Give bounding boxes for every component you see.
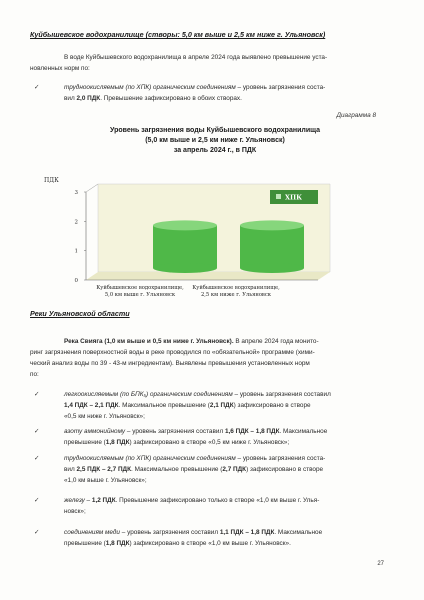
check-mark-icon: ✓ [34,529,40,536]
bullet-iron-line-2: новск»; [64,508,86,515]
value-span: 2,7 ПДК [222,466,247,473]
text-span: ) зафиксировано в створе «1,0 км выше г. Ульяновск». [129,540,291,547]
value-span: 1,2 ПДК [91,497,116,504]
chart-title [60,126,370,156]
text-span: соединениям меди [64,529,120,536]
check-mark-icon: ✓ [34,391,40,398]
page-number: 27 [377,561,384,567]
bullet-1-subject: трудноокисляемым (по ХПК) органическим соединениям [64,84,236,91]
bullet-1-line-1 [64,83,325,94]
bar [153,220,217,273]
x-labels [96,284,280,298]
value-span: 1,6 ПДК – 1,8 ПДК [224,428,280,435]
x-tick-label: Куйбышевское водохранилище, [96,285,184,291]
bar-body [240,225,304,268]
text-span: ) зафиксировано в створе [233,402,311,409]
value-span: 2,5 ПДК – 2,7 ПДК [76,466,132,473]
text-span: ) зафиксировано в створе [246,466,324,473]
y-tick-label: 1 [74,248,78,255]
bullet-1-line-2 [64,94,242,105]
text-span: – уровень загрязнения соста- [235,455,326,462]
river-para-line-1 [64,337,319,348]
river-para-line-3: ческий анализ воды по 39 - 43-м ингредиентам). Выявлены превышения установленных норм [30,360,310,367]
bullet-bpk-line-2 [64,401,311,412]
y-tick-label: 0 [74,278,78,284]
intro-line-2: новленных норм по: [30,65,90,72]
text-span: превышение ( [64,439,106,446]
text-span: . Превышение зафиксировано в обоих створах. [100,95,242,102]
bar-base [153,263,217,273]
value-span: 2,0 ПДК [76,95,101,102]
check-mark-icon: ✓ [34,84,40,91]
text-span: . Максимальное [279,428,328,435]
value-span: 1,4 ПДК – 2,1 ПДК [64,402,119,409]
bullet-copper-line-2 [64,539,291,550]
bullet-xpk-line-3: «1,0 км выше г. Ульяновск»; [64,477,147,484]
bar-top [240,220,304,230]
river-para-line-4: по: [30,371,39,378]
text-span: превышение ( [64,540,106,547]
text-span: В апреле 2024 года монито- [233,338,319,345]
text-span: легкоокисляемым (по БПК₅) органическим соединениям [64,391,233,398]
bullet-1-text: – уровень загрязнения соста- [235,84,326,91]
text-span: вил [64,95,77,102]
bar [240,220,304,273]
chart-title-line-2: (5,0 км выше и 2,5 км ниже г. Ульяновск) [145,137,285,144]
y-tick-label: 3 [74,190,78,196]
bullet-bpk-line-3: «0,5 км ниже г. Ульяновск»; [64,413,145,420]
bullet-ammonium-line-1 [64,427,327,438]
check-mark-icon: ✓ [34,455,40,462]
bar-top [153,220,217,230]
text-span: трудноокисляемым (по ХПК) органическим соединениям [64,455,236,462]
bullet-xpk-line-1 [64,454,325,465]
bullet-bpk-line-1 [64,390,331,401]
y-tick-label: 2 [74,219,78,226]
text-span: азоту аммонийному [64,428,126,435]
river-name: Река Свияга (1,0 км выше и 0,5 км ниже г. Ульяновск). [64,338,234,345]
text-span: . Максимальное [274,529,323,536]
text-span: . Максимальное превышение ( [131,466,223,473]
text-span: железу [64,497,85,504]
bullet-ammonium-line-2 [64,438,289,449]
text-span: ) зафиксировано в створе «0,5 км ниже г. Ульяновск»; [129,439,290,446]
section-heading-kuibyshev: Куйбышевское водохранилище (створы: 5,0 км выше и 2,5 км ниже г. Ульяновск) [30,30,326,39]
text-span: – [84,497,92,504]
river-para-line-2: ринг загрязнения поверхностной воды в реке проводился по «обязательной» программе (хими- [30,349,315,356]
bullet-iron-line-1 [64,496,319,507]
text-span: – уровень загрязнения составил [232,391,331,398]
text-span: . Максимальное превышение ( [118,402,210,409]
text-span: . Превышение зафиксировано только в створе «1,0 км выше г. Улья- [115,497,320,504]
value-span: 1,1 ПДК – 1,8 ПДК [219,529,275,536]
y-axis-label: ПДК [44,177,59,184]
bullet-copper-line-1 [64,528,322,539]
diagram-label: Диаграмма 8 [336,112,376,119]
legend-swatch [276,194,281,199]
text-span: вил [64,466,77,473]
legend [270,190,318,204]
text-span: – уровень загрязнения составил [119,529,220,536]
value-span: 2,1 ПДК [209,402,234,409]
value-span: 1,8 ПДК [105,439,130,446]
y-ticks [75,190,87,284]
bullet-xpk-line-2 [64,465,323,476]
bar-base [240,263,304,273]
x-tick-label: 5,0 км выше г. Ульяновск [104,292,176,298]
chart-title-line-1: Уровень загрязнения воды Куйбышевского водохранилища [109,127,321,134]
x-tick-label: Куйбышевское водохранилище, [192,285,280,291]
legend-label: ХПК [285,193,303,202]
wall-edge [86,184,98,192]
value-span: 1,8 ПДК [105,540,130,547]
text-span: – уровень загрязнения составил [125,428,225,435]
chart-floor [86,272,330,280]
check-mark-icon: ✓ [34,497,40,504]
x-tick-label: 2,5 км ниже г. Ульяновск [200,292,272,298]
section-heading-rivers: Реки Ульяновской области [30,309,130,318]
check-mark-icon: ✓ [34,428,40,435]
chart-title-line-3: за апрель 2024 г., в ПДК [173,147,257,154]
bar-body [153,225,217,268]
bar-chart [0,168,424,308]
intro-line-1: В воде Куйбышевского водохранилища в апреле 2024 года выявлено превышение уста- [64,54,328,61]
